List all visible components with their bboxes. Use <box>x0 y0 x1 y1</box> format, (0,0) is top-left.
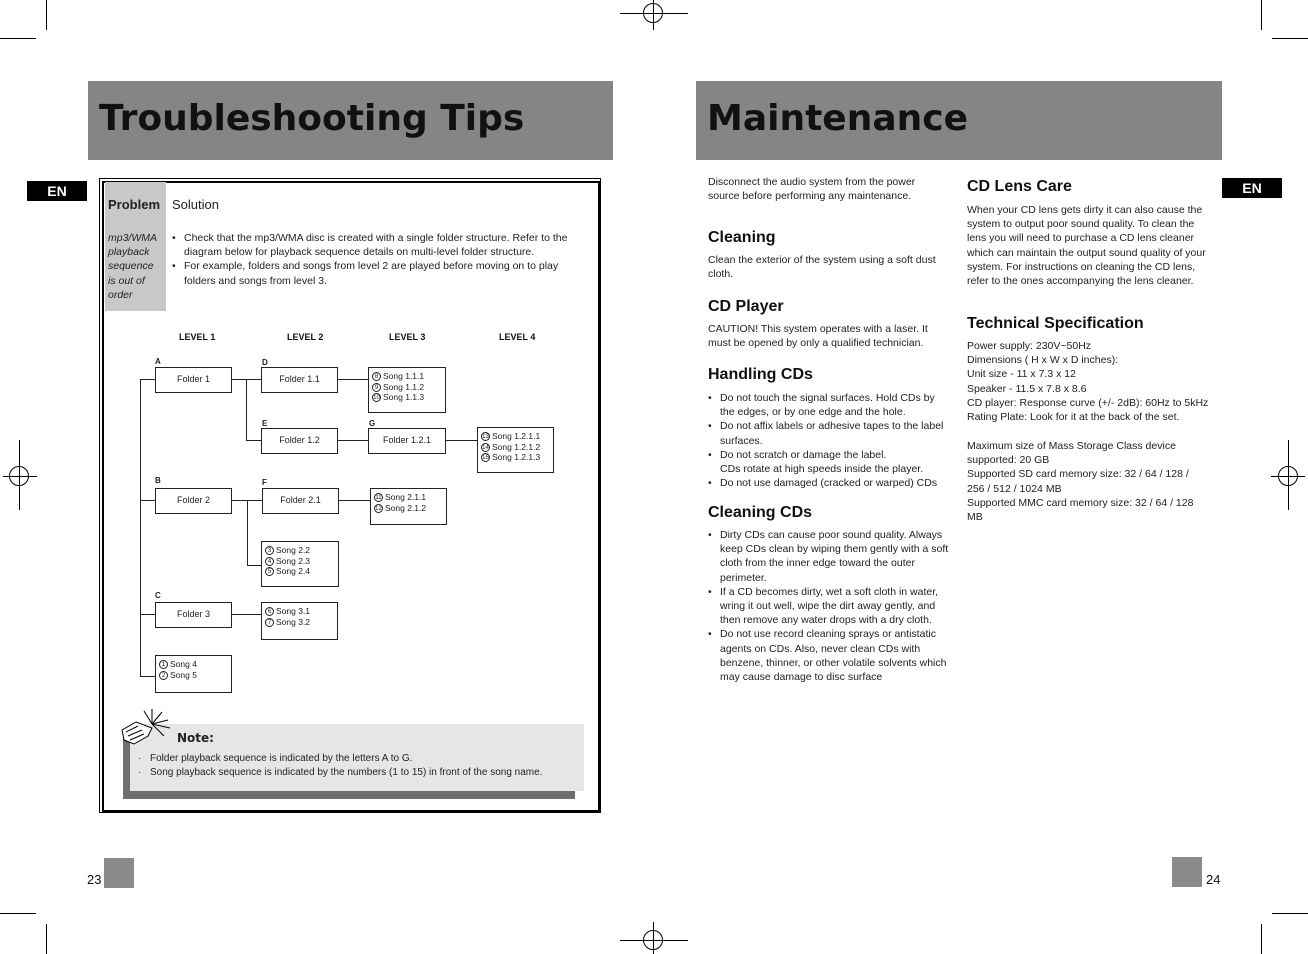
song-name: Song 1.2.1.3 <box>492 452 541 462</box>
page-corner-box <box>104 858 134 888</box>
language-tab: EN <box>27 181 87 201</box>
problem-header: Problem <box>108 197 161 212</box>
folder-label: Folder 1.2.1 <box>382 435 432 445</box>
song-name: Song 5 <box>170 669 197 680</box>
list-item: • Do not use damaged (cracked or warped) CDs <box>708 476 948 490</box>
section-text: CAUTION! This system operates with a laser. It must be opened by only a qualified technician. <box>708 323 928 350</box>
song-number: 4 <box>265 557 274 566</box>
song-box <box>370 488 447 525</box>
solution-item: • For example, folders and songs from level 2 are played before moving on to play folders and songs from level 3. <box>172 259 590 287</box>
note-item: · Folder playback sequence is indicated by the letters A to G. <box>138 753 413 764</box>
note-label: Note: <box>177 731 214 745</box>
song-name: Song 2.4 <box>276 566 311 576</box>
song-number: 1 <box>159 660 168 669</box>
page-corner-box <box>1172 857 1202 887</box>
spec-line: Maximum size of Mass Storage Class device supported: 20 GB <box>967 440 1176 467</box>
song-entry <box>265 606 310 617</box>
spec-line: Supported SD card memory size: 32 / 64 / 128 / 256 / 512 / 1024 MB <box>967 468 1189 495</box>
tree-line <box>444 440 477 441</box>
folder-letter: A <box>155 357 161 366</box>
tree-line <box>140 614 155 615</box>
section-text: When your CD lens gets dirty it can also cause the system to output poor sound quality. To clean the lens you will need to purchase a CD lens cleaner which can maintain the output sound quality of your system. For instructions on cleaning the CD lens, refer to the ones accompanying the lens cleaner. <box>967 204 1206 288</box>
page-number: 24 <box>1206 872 1221 887</box>
folder-label: Folder 2 <box>176 495 211 505</box>
page-title: Troubleshooting Tips <box>99 98 525 139</box>
song-entry <box>374 503 426 514</box>
registration-mark <box>1278 466 1298 486</box>
registration-mark <box>643 3 663 23</box>
song-name: Song 2.1.1 <box>385 492 427 502</box>
song-number: 15 <box>482 455 489 462</box>
song-box <box>368 367 446 413</box>
song-number: 5 <box>265 567 274 576</box>
song-box <box>261 541 339 587</box>
song-entry <box>159 659 197 670</box>
crop-mark <box>0 913 36 914</box>
song-list <box>481 431 540 463</box>
song-number: 7 <box>265 618 274 627</box>
song-name: Song 3.1 <box>276 606 311 616</box>
song-list <box>159 659 197 680</box>
song-number: 6 <box>265 607 274 616</box>
note-list <box>138 752 542 780</box>
crop-mark <box>1272 38 1308 39</box>
tree-line <box>140 379 155 380</box>
song-name: Song 1.1.1 <box>383 371 425 381</box>
spec-line: Supported MMC card memory size: 32 / 64 / 128 MB <box>967 496 1194 524</box>
song-name: Song 3.2 <box>276 616 311 627</box>
tree-line <box>140 500 155 501</box>
song-list <box>265 545 310 577</box>
song-entry <box>481 452 540 463</box>
folder-letter: D <box>262 358 268 367</box>
crop-mark <box>1261 0 1262 30</box>
song-name: Song 2.2 <box>276 545 311 555</box>
song-box <box>155 655 232 693</box>
tree-line <box>246 379 247 440</box>
section-heading: Cleaning CDs <box>708 504 813 521</box>
maintenance-header <box>696 81 1222 160</box>
note-item-text: Song playback sequence is indicated by the numbers (1 to 15) in front of the song name. <box>150 767 543 778</box>
page-title: Maintenance <box>707 98 969 139</box>
level-label: LEVEL 3 <box>389 332 426 342</box>
folder-box <box>155 488 232 514</box>
list-item <box>708 448 948 476</box>
tree-line <box>338 500 370 501</box>
level-label: LEVEL 1 <box>179 332 216 342</box>
song-number: 2 <box>159 671 168 680</box>
song-entry <box>372 382 424 393</box>
song-number: 12 <box>375 505 382 512</box>
song-entry <box>159 670 197 681</box>
storage-lines <box>967 439 1207 524</box>
note-item: · Song playback sequence is indicated by the numbers (1 to 15) in front of the song name. <box>138 767 543 778</box>
song-number: 10 <box>373 395 380 402</box>
list-item: • Do not touch the signal surfaces. Hold CDs by the edges, or by one edge and the hole. <box>708 391 948 419</box>
folder-box <box>261 428 338 454</box>
song-entry <box>265 545 310 556</box>
tree-line <box>247 500 248 565</box>
song-entry <box>481 431 540 442</box>
song-name: Song 1.2.1.2 <box>492 441 541 452</box>
level-label: LEVEL 2 <box>287 332 324 342</box>
registration-mark <box>643 930 663 950</box>
folder-letter: C <box>155 591 161 600</box>
song-name: Song 1.1.3 <box>383 392 425 402</box>
song-entry <box>374 492 426 503</box>
song-entry <box>481 442 540 453</box>
level-label: LEVEL 4 <box>499 332 536 342</box>
crop-mark <box>0 38 36 39</box>
page-number: 23 <box>87 872 102 887</box>
list-item: • Do not use record cleaning sprays or antistatic agents on CDs. Also, never clean CDs with benzene, thinner, or other volatile solvents which may cause damage to disc surface <box>708 627 950 684</box>
song-list <box>374 492 426 513</box>
crop-mark <box>46 924 47 954</box>
solution-list <box>172 231 590 288</box>
folder-letter: B <box>155 476 161 485</box>
song-number: 3 <box>265 546 274 555</box>
spec-line: Unit size - 11 x 7.3 x 12 <box>967 368 1076 381</box>
folder-box <box>155 367 232 393</box>
list-item-subline: CDs rotate at high speeds inside the player. <box>720 463 924 476</box>
note-item-text: Folder playback sequence is indicated by the letters A to G. <box>150 753 413 764</box>
cleaning-cds-list <box>708 528 950 684</box>
song-name: Song 1.2.1.1 <box>492 431 541 441</box>
spec-line: Rating Plate: Look for it at the back of the set. <box>967 411 1180 424</box>
song-entry <box>265 566 310 577</box>
spec-line: Dimensions ( H x W x D inches): <box>967 354 1119 367</box>
tree-line <box>231 614 261 615</box>
folder-label: Folder 1 <box>176 374 211 384</box>
folder-label: Folder 2.1 <box>280 495 321 505</box>
section-heading: CD Player <box>708 298 784 315</box>
crop-mark <box>46 0 47 30</box>
handling-list <box>708 391 948 490</box>
tree-line <box>140 379 141 677</box>
folder-box <box>368 428 446 454</box>
section-heading: CD Lens Care <box>967 178 1072 195</box>
folder-letter: G <box>369 419 376 428</box>
language-tab: EN <box>1222 178 1282 198</box>
spec-line: Speaker - 11.5 x 7.8 x 8.6 <box>967 382 1087 395</box>
list-item: • If a CD becomes dirty, wet a soft cloth in water, wring it out well, wipe the dirt away gently, and then remove any water drops with a dry cloth. <box>708 585 950 628</box>
folder-box <box>262 488 339 514</box>
list-item: • Do not affix labels or adhesive tapes to the label surfaces. <box>708 419 948 447</box>
maintenance-intro: Disconnect the audio system from the power source before performing any maintenance. <box>708 176 916 203</box>
tree-line <box>246 440 261 441</box>
folder-label: Folder 1.2 <box>279 435 320 445</box>
song-name: Song 2.3 <box>276 555 311 566</box>
song-name: Song 2.1.2 <box>385 502 427 513</box>
folder-label: Folder 3 <box>176 609 211 619</box>
song-number: 14 <box>482 444 489 451</box>
troubleshooting-header <box>88 81 613 160</box>
song-list <box>265 606 310 627</box>
solution-header: Solution <box>172 197 219 212</box>
tree-line <box>337 440 368 441</box>
song-number: 9 <box>372 383 381 392</box>
song-box <box>477 427 554 473</box>
registration-mark <box>9 466 29 486</box>
folder-letter: F <box>262 478 267 487</box>
section-heading: Handling CDs <box>708 366 813 383</box>
crop-mark <box>1272 913 1308 914</box>
song-number: 11 <box>375 495 382 502</box>
section-heading: Cleaning <box>708 229 776 246</box>
tree-line <box>247 565 261 566</box>
section-text: Clean the exterior of the system using a soft dust cloth. <box>708 254 936 281</box>
crop-mark <box>1261 924 1262 954</box>
solution-item: • Check that the mp3/WMA disc is created with a single folder structure. Refer to the diagram below for playback sequence details on multi-level folder structure. <box>172 231 590 259</box>
section-heading: Technical Specification <box>967 315 1144 332</box>
song-box <box>261 602 338 640</box>
song-number: 13 <box>482 434 489 441</box>
song-entry <box>265 556 310 567</box>
spec-line: CD player: Response curve (+/- 2dB): 60Hz to 5kHz <box>967 396 1209 409</box>
song-entry <box>372 392 424 403</box>
tree-line <box>140 676 155 677</box>
song-number: 8 <box>372 372 381 381</box>
problem-text: mp3/WMA playback sequence is out of order <box>108 232 157 301</box>
note-hand-icon <box>118 708 174 750</box>
folder-label: Folder 1.1 <box>279 374 320 384</box>
spec-line: Power supply: 230V~50Hz <box>967 340 1092 352</box>
list-item: • Dirty CDs can cause poor sound quality. Always keep CDs clean by wiping them gently with a soft cloth from the inner edge toward the outer perimeter. <box>708 528 950 585</box>
tree-line <box>337 379 368 380</box>
song-name: Song 4 <box>170 659 197 669</box>
list-item-text: Do not scratch or damage the label. <box>720 448 887 461</box>
song-entry <box>265 617 310 628</box>
tech-spec-lines <box>967 339 1217 424</box>
song-list <box>372 371 424 403</box>
song-name: Song 1.1.2 <box>383 381 425 392</box>
song-entry <box>372 371 424 382</box>
folder-box <box>261 367 338 393</box>
folder-box <box>155 602 232 628</box>
folder-letter: E <box>262 419 268 428</box>
